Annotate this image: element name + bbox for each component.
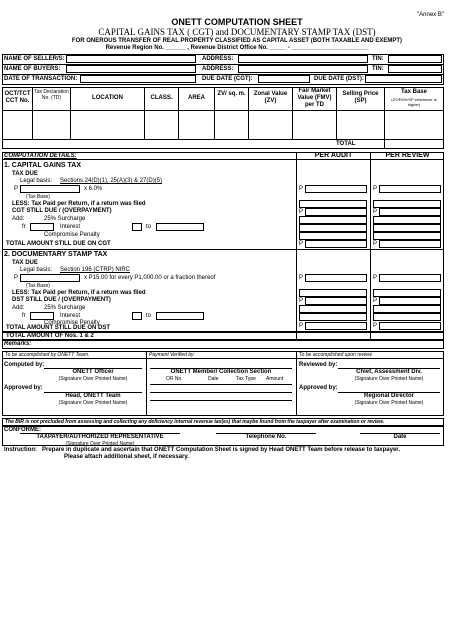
onett-officer-sig-caption: (Signature Over Printed Name): [58, 376, 128, 382]
seller-address-label: ADDRESS:: [202, 56, 234, 62]
cgt-total-label: TOTAL AMOUNT STILL DUE ON CGT: [6, 241, 111, 247]
col-selling-price: Selling Price (SP): [342, 91, 379, 104]
cgt-tax-base-field[interactable]: [20, 185, 80, 193]
transaction-date-field[interactable]: [80, 75, 196, 83]
dst-review-tax-due[interactable]: [379, 274, 441, 282]
cgt-review-still-peso: P: [373, 209, 378, 215]
cgt-review-peso: P: [373, 186, 378, 192]
conforme-label: CONFORME:: [4, 427, 41, 433]
cgt-interest-to-date[interactable]: [156, 223, 204, 231]
dst-legal-basis-label: Legal basis:: [20, 267, 53, 273]
tax-type-col: Tax Type: [236, 376, 256, 382]
cgt-review-total-peso: P: [373, 241, 378, 247]
taxpayer-sig-caption: (Signature Over Printed Name): [65, 441, 135, 447]
due-date-dst-field[interactable]: [365, 75, 442, 83]
dst-legal-basis: Section 196 (CTRP) NIRC: [60, 267, 131, 273]
onett-accomplish-note: To be accomplished by ONETT Team.: [5, 352, 90, 358]
remarks-row[interactable]: [2, 340, 444, 349]
col-oct-tct: OCT/TCT CCT No.: [4, 91, 31, 104]
dst-interest-to-date[interactable]: [156, 312, 204, 320]
cgt-audit-surcharge[interactable]: [299, 216, 367, 224]
instruction-line-1: Prepare in duplicate and ascertain that ONETT Computation Sheet is signed by Head ONETT Team before release to taxpayer.: [42, 447, 400, 453]
dst-tax-due-label: TAX DUE: [12, 260, 38, 266]
dst-tax-base-caption: (Tax Base): [26, 283, 50, 289]
dst-audit-total[interactable]: [305, 322, 367, 330]
approved-by-label: Approved by:: [4, 385, 43, 391]
annex-label: "Annex B": [417, 12, 444, 18]
instruction-label: Instruction:: [4, 447, 37, 453]
cgt-audit-total[interactable]: [305, 240, 367, 248]
per-review-header: PER REVIEW: [385, 152, 430, 159]
regional-director-label: Regional Director: [363, 393, 414, 399]
telephone-label: Telephone No.: [245, 434, 287, 440]
dst-tax-base-field[interactable]: [20, 274, 80, 282]
cgt-interest-from-field[interactable]: [30, 223, 54, 231]
col-class: CLASS.: [150, 95, 173, 101]
chief-label: Chief, Assessment Div.: [356, 369, 422, 375]
cgt-review-tax-due[interactable]: [379, 185, 441, 193]
head-onett-sig-caption: (Signature Over Printed Name): [58, 400, 128, 406]
dst-audit-total-peso: P: [299, 323, 304, 329]
dst-heading: 2. DOCUMENTARY STAMP TAX: [4, 251, 108, 258]
cgt-interest-from-date[interactable]: [132, 223, 142, 231]
cgt-legal-basis-label: Legal basis:: [20, 178, 53, 184]
dst-review-peso: P: [373, 275, 378, 281]
dst-interest-from-date[interactable]: [132, 312, 142, 320]
cgt-legal-basis: Sections 24(D)(1), 25(A)(3) & 27(D)(5): [60, 178, 163, 184]
buyer-address-label: ADDRESS:: [202, 66, 234, 72]
cgt-review-still-due[interactable]: [379, 208, 441, 216]
cgt-audit-still-peso: P: [299, 209, 304, 215]
revenue-region-line: Revenue Region No. ______ , Revenue District Office No. _____ - _______________________: [105, 45, 369, 51]
seller-address-field[interactable]: [238, 55, 368, 63]
dst-audit-surcharge[interactable]: [299, 305, 367, 313]
cgt-add-label: Add:: [12, 216, 25, 222]
dst-audit-tax-due[interactable]: [305, 274, 367, 282]
cgt-interest-label: Interest: [60, 224, 81, 230]
dst-from-label: fr: [22, 313, 26, 319]
dst-rate: x P15.00 for every P1,000.00 or a fraction thereof: [84, 275, 216, 281]
page-title: ONETT COMPUTATION SHEET: [171, 17, 303, 27]
dst-audit-less[interactable]: [299, 289, 367, 297]
dst-review-still-due[interactable]: [379, 297, 441, 305]
cgt-less-label: LESS: Tax Paid per Return, if a return was filed: [12, 201, 146, 207]
dst-review-total-peso: P: [373, 323, 378, 329]
dst-interest-label: Interest: [60, 313, 81, 319]
or-no-col: OR No: [166, 376, 182, 382]
buyer-tin-field[interactable]: [388, 65, 442, 73]
cgt-review-total[interactable]: [379, 240, 441, 248]
cgt-audit-total-peso: P: [299, 241, 304, 247]
date-col: Date: [208, 376, 219, 382]
cgt-audit-interest[interactable]: [299, 224, 367, 232]
col-location: LOCATION: [92, 95, 123, 101]
reviewed-by-label: Reviewed by:: [299, 362, 338, 368]
dst-add-label: Add:: [12, 305, 25, 311]
dst-audit-peso: P: [299, 275, 304, 281]
transaction-date-label: DATE OF TRANSACTION:: [4, 76, 78, 82]
col-fmv: Fair Market Value (FMV) per TD: [297, 88, 332, 108]
cgt-tax-base-caption: (Tax Base): [26, 194, 50, 200]
sellers-field[interactable]: [66, 55, 196, 63]
approved-by-2-label: Approved by:: [299, 385, 338, 391]
cgt-audit-less[interactable]: [299, 200, 367, 208]
seller-tin-label: TIN:: [372, 56, 384, 62]
due-date-dst-label: DUE DATE (DST):: [314, 76, 364, 82]
chief-sig-caption: (Signature Over Printed Name): [354, 376, 424, 382]
amount-col: Amount: [266, 376, 284, 382]
buyer-address-field[interactable]: [238, 65, 368, 73]
transfer-note: FOR ONEROUS TRANSFER OF REAL PROPERTY CLASSIFIED AS CAPITAL ASSET (BOTH TAXABLE AND EXEMPT): [71, 38, 403, 44]
cgt-surcharge-label: 25% Surcharge: [44, 216, 86, 222]
cgt-from-label: fr: [22, 224, 26, 230]
cgt-to-label: to: [146, 224, 152, 230]
col-zonal-value: Zonal Value (ZV): [253, 91, 288, 104]
buyer-tin-label: TIN:: [372, 66, 384, 72]
dst-total-label: TOTAL AMOUNT STILL DUE ON DST: [6, 325, 110, 331]
taxpayer-label: TAXPAYER/AUTHORIZED REPRESENTATIVE: [36, 434, 164, 440]
computed-by-label: Computed by:: [4, 362, 45, 368]
seller-tin-field[interactable]: [388, 55, 442, 63]
cgt-tax-due-label: TAX DUE: [12, 171, 38, 177]
remarks-label: Remarks:: [4, 341, 32, 347]
cgt-heading: 1. CAPITAL GAINS TAX: [4, 162, 82, 169]
cgt-audit-compromise[interactable]: [299, 232, 367, 240]
dst-interest-from-field[interactable]: [30, 312, 54, 320]
col-area: AREA: [187, 95, 205, 101]
buyers-label: NAME OF BUYERS:: [4, 66, 61, 72]
cgt-audit-still-due[interactable]: [305, 208, 367, 216]
dst-review-surcharge[interactable]: [373, 305, 441, 313]
tax-base-note: (ZV/FMV/SP whichever is higher): [391, 97, 437, 107]
page-subtitle: CAPITAL GAINS TAX ( CGT) and DOCUMENTARY STAMP TAX (DST): [98, 27, 376, 37]
review-accomplish-note: To be accomplished upon review.: [299, 352, 373, 358]
per-audit-header: PER AUDIT: [314, 152, 353, 159]
col-tax-base: Tax Base: [401, 89, 427, 95]
dst-audit-still-due[interactable]: [305, 297, 367, 305]
due-date-cgt-field[interactable]: [258, 75, 310, 83]
cgt-review-less[interactable]: [373, 200, 441, 208]
grand-total-label: TOTAL AMOUNT OF Nos. 1 & 2: [6, 333, 94, 339]
dst-review-total[interactable]: [379, 322, 441, 330]
payment-verified-note: Payment Verified by:: [149, 352, 195, 358]
dst-less-label: LESS: Tax Paid per Return, if a return was filed: [12, 290, 146, 296]
dst-review-still-peso: P: [373, 298, 378, 304]
sellers-label: NAME OF SELLER/S:: [4, 56, 65, 62]
property-total-label: TOTAL: [336, 141, 356, 147]
head-onett-label: Head, ONETT Team: [65, 393, 121, 399]
disclaimer-text: The BIR is not precluded from assessing and collecting any deficiency internal revenue tax(es) that maybe found from the taxpayer after examination or review.: [5, 419, 385, 425]
rd-sig-caption: (Signature Over Printed Name): [354, 400, 424, 406]
instruction-line-2: Please attach additional sheet, if necessary.: [64, 454, 189, 460]
col-tax-declaration: Tax Declaration No. (TD): [34, 89, 69, 101]
cgt-compromise-label: Compromise Penalty: [44, 232, 100, 238]
buyers-field[interactable]: [66, 65, 196, 73]
cgt-review-compromise[interactable]: [373, 232, 441, 240]
dst-audit-still-peso: P: [299, 298, 304, 304]
cgt-audit-tax-due[interactable]: [305, 185, 367, 193]
dst-review-interest[interactable]: [373, 313, 441, 321]
dst-to-label: to: [146, 313, 152, 319]
col-zv-sqm: ZV/ sq. m.: [217, 91, 246, 97]
dst-compromise-label: Compromise Penalty: [44, 320, 100, 326]
cgt-rate-peso: P: [14, 186, 19, 192]
cgt-still-due-label: CGT STILL DUE / (OVERPAYMENT): [12, 208, 112, 214]
cgt-review-surcharge[interactable]: [373, 216, 441, 224]
collection-section-label: ONETT Member/ Collection Section: [170, 369, 272, 375]
dst-review-less[interactable]: [373, 289, 441, 297]
onett-officer-label: ONETT Officer: [72, 369, 114, 375]
cgt-audit-peso: P: [299, 186, 304, 192]
cgt-rate: x 6.0%: [84, 186, 103, 192]
dst-audit-interest[interactable]: [299, 313, 367, 321]
dst-rate-peso: P: [14, 275, 19, 281]
computation-details-label: COMPUTATION DETAILS:: [4, 153, 77, 159]
dst-still-due-label: DST STILL DUE / (OVERPAYMENT): [12, 297, 111, 303]
cgt-review-interest[interactable]: [373, 224, 441, 232]
due-date-cgt-label: DUE DATE (CGT):: [202, 76, 253, 82]
dst-surcharge-label: 25% Surcharge: [44, 305, 86, 311]
conforme-date-label: Date: [393, 434, 407, 440]
